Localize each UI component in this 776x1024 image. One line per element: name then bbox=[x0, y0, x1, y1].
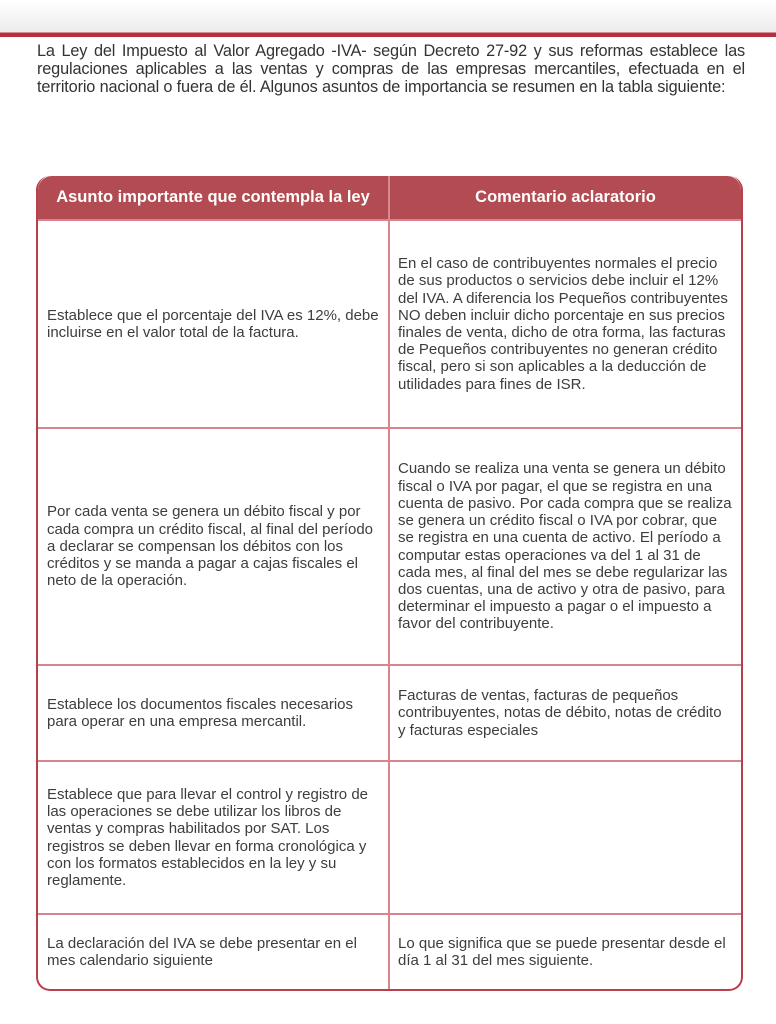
table-row bbox=[38, 664, 741, 760]
cell-asunto: Establece que para llevar el control y registro de las operaciones se debe utilizar los libros de ventas y compras habilitados por SAT. Los registros se deben llevar en forma cronológica y con los formatos establecidos en la ley y su reglamente. bbox=[38, 762, 390, 913]
cell-asunto: Establece los documentos fiscales necesarios para operar en una empresa mercantil. bbox=[38, 666, 390, 760]
table-row bbox=[38, 427, 741, 664]
intro-paragraph: La Ley del Impuesto al Valor Agregado -IVA- según Decreto 27-92 y sus reformas establece las regulaciones aplicables a las ventas y compras de las empresas mercantiles, efectuada en el territorio nacional o fuera de él. Algunos asuntos de importancia se resumen en la tabla siguiente: bbox=[37, 42, 745, 96]
page-header-band bbox=[0, 0, 776, 32]
cell-comentario: Cuando se realiza una venta se genera un débito fiscal o IVA por pagar, el que se registra en una cuenta de pasivo. Por cada compra que se realiza se genera un crédito fiscal o IVA por cobrar, que se registra en una cuenta de activo. El período a computar estas operaciones va del 1 al 31 de cada mes, al final del mes se debe regularizar las dos cuentas, una de activo y otra de pasivo, para determinar el impuesto a pagar o el impuesto a favor del contribuyente. bbox=[398, 460, 732, 633]
header-divider-rule bbox=[0, 32, 776, 37]
header-comentario: Comentario aclaratorio bbox=[475, 188, 656, 206]
cell-comentario bbox=[390, 762, 741, 913]
cell-asunto: La declaración del IVA se debe presentar en el mes calendario siguiente bbox=[38, 915, 390, 989]
cell-comentario: En el caso de contribuyentes normales el precio de sus productos o servicios debe incluir el 12% del IVA. A diferencia los Pequeños contribuyentes NO deben incluir dicho porcentaje en sus precios finales de venta, dicho de otra forma, las facturas de Pequeños contribuyentes no generan crédito fiscal, pero si son aplicables a la deducción de utilidades para fines de ISR. bbox=[398, 255, 728, 393]
cell-comentario: Facturas de ventas, facturas de pequeños contribuyentes, notas de débito, notas de crédito y facturas especiales bbox=[398, 687, 722, 739]
table-row bbox=[38, 219, 741, 427]
cell-comentario: Lo que significa que se puede presentar desde el día 1 al 31 del mes siguiente. bbox=[398, 934, 726, 969]
table-header bbox=[38, 176, 741, 219]
table-row bbox=[38, 913, 741, 989]
iva-summary-table bbox=[36, 176, 743, 991]
cell-asunto: Por cada venta se genera un débito fiscal y por cada compra un crédito fiscal, al final del período a declarar se compensan los débitos con los créditos y se manda a pagar a cajas fiscales el neto de la operación. bbox=[38, 429, 390, 664]
table-row bbox=[38, 760, 741, 913]
cell-asunto: Establece que el porcentaje del IVA es 12%, debe incluirse en el valor total de la factura. bbox=[38, 221, 390, 427]
header-asunto: Asunto importante que contempla la ley bbox=[38, 176, 390, 219]
